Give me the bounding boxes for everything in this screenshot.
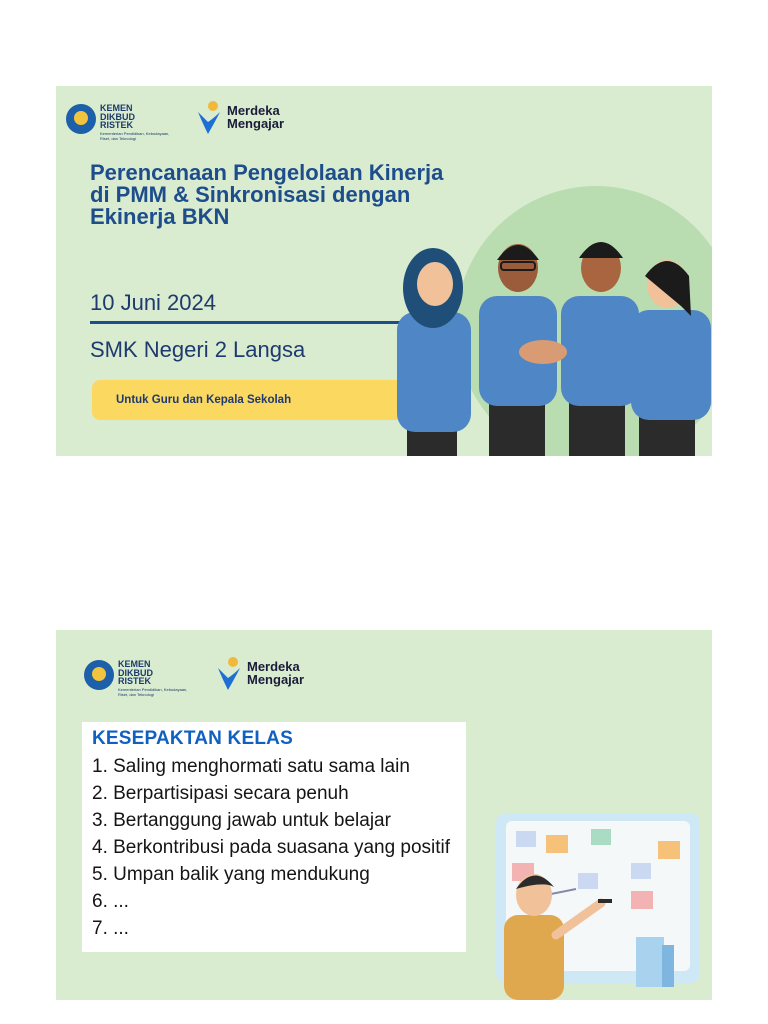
teacher-at-board-illustration <box>486 805 712 1000</box>
logo-line-3: RISTEK <box>118 676 152 686</box>
list-item: 1. Saling menghormati satu sama lain <box>92 756 410 777</box>
divider-line <box>90 321 410 324</box>
logo-line-3: RISTEK <box>100 120 134 130</box>
list-item: 4. Berkontribusi pada suasana yang positif <box>92 837 451 858</box>
merdeka-mengajar-icon <box>216 656 242 690</box>
school-name: SMK Negeri 2 Langsa <box>90 337 306 362</box>
class-agreement-box <box>82 722 466 952</box>
garuda-emblem-icon <box>66 104 96 134</box>
merdeka-mengajar-logo <box>196 100 284 134</box>
merdeka-mengajar-icon <box>196 100 222 134</box>
list-item: 2. Berpartisipasi secara penuh <box>92 783 349 804</box>
audience-badge <box>92 380 412 420</box>
list-item: 7. ... <box>92 918 129 939</box>
brand-line-2: Mengajar <box>247 672 305 687</box>
logo-line-1: KEMEN <box>118 659 151 669</box>
list-item: 6. ... <box>92 891 129 912</box>
garuda-emblem-icon <box>84 660 114 690</box>
audience-label: Untuk Guru dan Kepala Sekolah <box>116 394 292 406</box>
list-item: 5. Umpan balik yang mendukung <box>92 864 370 885</box>
list-item: 3. Bertanggung jawab untuk belajar <box>92 810 391 831</box>
agreement-slide <box>56 630 712 1000</box>
logo-subtitle: Kementerian Pendidikan, Kebudayaan, Riset, dan Teknologi <box>118 686 188 697</box>
logo-line-1: KEMEN <box>100 103 133 113</box>
event-date: 10 Juni 2024 <box>90 290 216 315</box>
logo-line-2: DIKBUD <box>100 111 135 122</box>
title-slide <box>56 86 712 456</box>
logo-subtitle: Kementerian Pendidikan, Kebudayaan, Riset, dan Teknologi <box>100 130 170 141</box>
merdeka-mengajar-logo <box>216 656 304 690</box>
agreement-list <box>92 753 456 942</box>
brand-line-1: Merdeka <box>247 659 300 674</box>
teachers-group-illustration <box>391 226 712 456</box>
brand-line-2: Mengajar <box>227 116 285 131</box>
brand-line-1: Merdeka <box>227 103 280 118</box>
agreement-heading: KESEPAKTAN KELAS <box>92 728 293 749</box>
kemendikbud-logo <box>66 104 170 141</box>
slide-title: Perencanaan Pengelolaan Kinerja di PMM & Sinkronisasi dengan Ekinerja BKN <box>90 160 444 229</box>
kemendikbud-logo <box>84 660 188 697</box>
logo-line-2: DIKBUD <box>118 667 153 678</box>
